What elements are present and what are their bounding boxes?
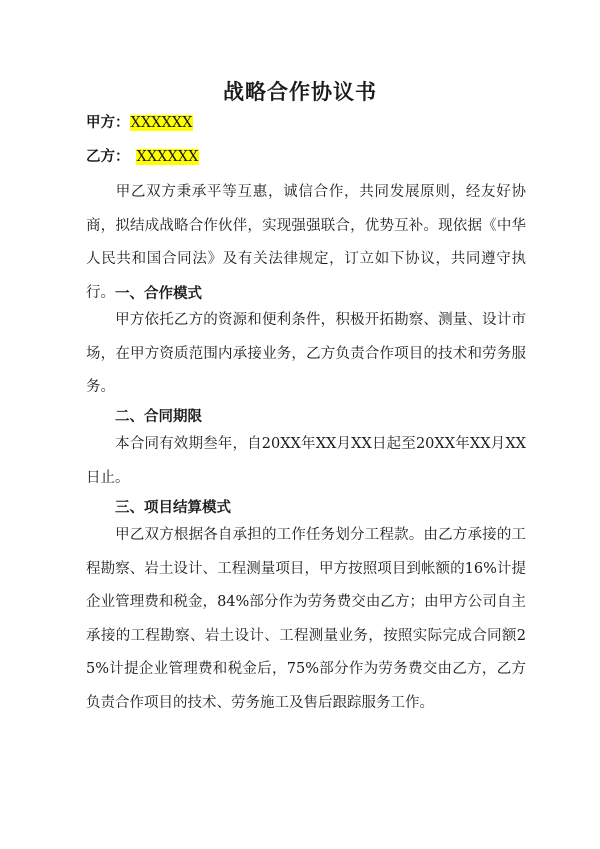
party-a-line [86,111,193,132]
section-body-text: 本合同有效期叁年，自20XX年XX月XX日起至20XX年XX月XX日止。 [86,436,526,486]
party-a-name: XXXXXX [130,115,193,131]
section-body-settlement-mode [86,519,526,720]
party-b-name: XXXXXX [136,149,199,165]
section-heading-settlement-mode: 三、项目结算模式 [115,499,231,516]
party-b-label: 乙方： [86,148,130,165]
document-title: 战略合作协议书 [223,79,377,104]
section-body-cooperation-mode [86,304,526,405]
section-body-text: 甲方依托乙方的资源和便利条件，积极开拓勘察、测量、设计市场，在甲方资质范围内承接业务，乙方负责合作项目的技术和劳务服务。 [86,312,526,395]
party-b-line [86,145,199,166]
section-heading-cooperation-mode: 一、合作模式 [115,285,202,302]
section-heading-contract-term: 二、合同期限 [115,408,202,425]
party-a-label: 甲方： [86,114,130,131]
section-body-contract-term [86,428,526,495]
intro-text: 甲乙双方秉承平等互惠，诚信合作，共同发展原则，经友好协商，拟结成战略合作伙伴，实现强强联合，优势互补。现依据《中华人民共和国合同法》及有关法律规定，订立如下协议，共同遵守执行。 [86,184,526,301]
section-body-text: 甲乙双方根据各自承担的工作任务划分工程款。由乙方承接的工程勘察、岩土设计、工程测量项目，甲方按照项目到帐额的16%计提企业管理费和税金，84%部分作为劳务费交由乙方；由甲方公司自主承接的工程勘察、岩土设计、工程测量业务，按照实际完成合同额25%计提企业管理费和税金后，75%部分作为劳务费交由乙方，乙方负责合作项目的技术、劳务施工及售后跟踪服务工作。 [86,527,526,711]
